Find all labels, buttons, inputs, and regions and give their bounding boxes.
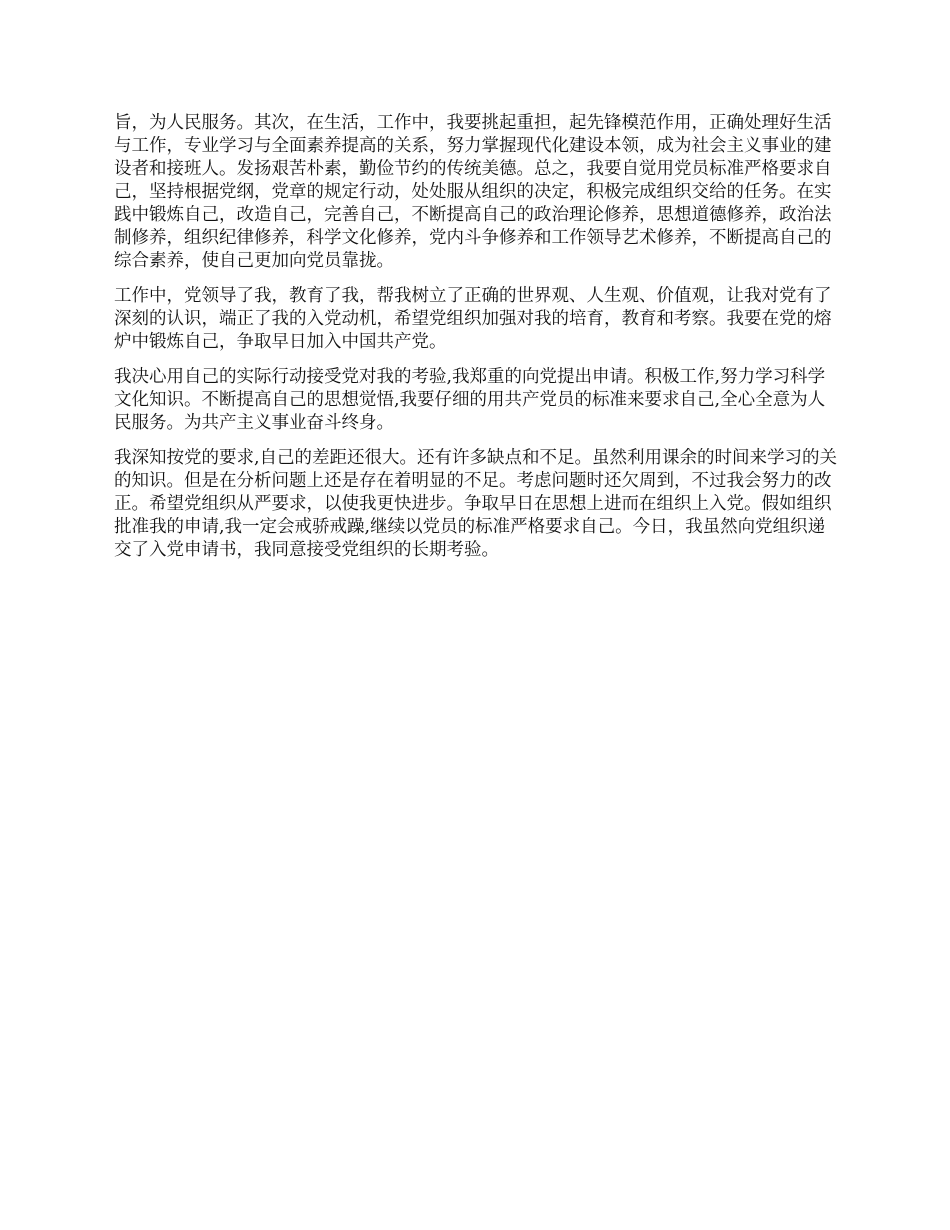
paragraph-1: 旨，为人民服务。其次，在生活，工作中，我要挑起重担，起先锋模范作用，正确处理好生活与工作，专业学习与全面素养提高的关系，努力掌握现代化建设本领，成为社会主义事业的建设者和接班人。发扬艰苦朴素，勤俭节约的传统美德。总之，我要自觉用党员标准严格要求自己，坚持根据党纲，党章的规定行动，处处服从组织的决定，积极完成组织交给的任务。在实践中锻炼自己，改造自己，完善自己，不断提高自己的政治理论修养，思想道德修养，政治法制修养，组织纪律修养，科学文化修养，党内斗争修养和工作领导艺术修养，不断提高自己的综合素养，使自己更加向党员靠拢。 xyxy=(114,113,832,271)
document-body xyxy=(114,112,840,574)
paragraph-4: 我深知按党的要求,自己的差距还很大。还有许多缺点和不足。虽然利用课余的时间来学习的关的知识。但是在分析问题上还是存在着明显的不足。考虑问题时还欠周到，不过我会努力的改正。希望党组织从严要求，以使我更快进步。争取早日在思想上进而在组织上入党。假如组织批准我的申请,我一定会戒骄戒躁,继续以党员的标准严格要求自己。今日，我虽然向党组织递交了入党申请书，我同意接受党组织的长期考验。 xyxy=(114,448,838,560)
paragraph-2: 工作中，党领导了我，教育了我，帮我树立了正确的世界观、人生观、价值观，让我对党有了深刻的认识，端正了我的入党动机，希望党组织加强对我的培育，教育和考察。我要在党的熔炉中锻炼自己，争取早日加入中国共产党。 xyxy=(114,286,832,352)
paragraph-3: 我决心用自己的实际行动接受党对我的考验,我郑重的向党提出申请。积极工作,努力学习科学文化知识。不断提高自己的思想觉悟,我要仔细的用共产党员的标准来要求自己,全心全意为人民服务。为共产主义事业奋斗终身。 xyxy=(114,367,826,433)
